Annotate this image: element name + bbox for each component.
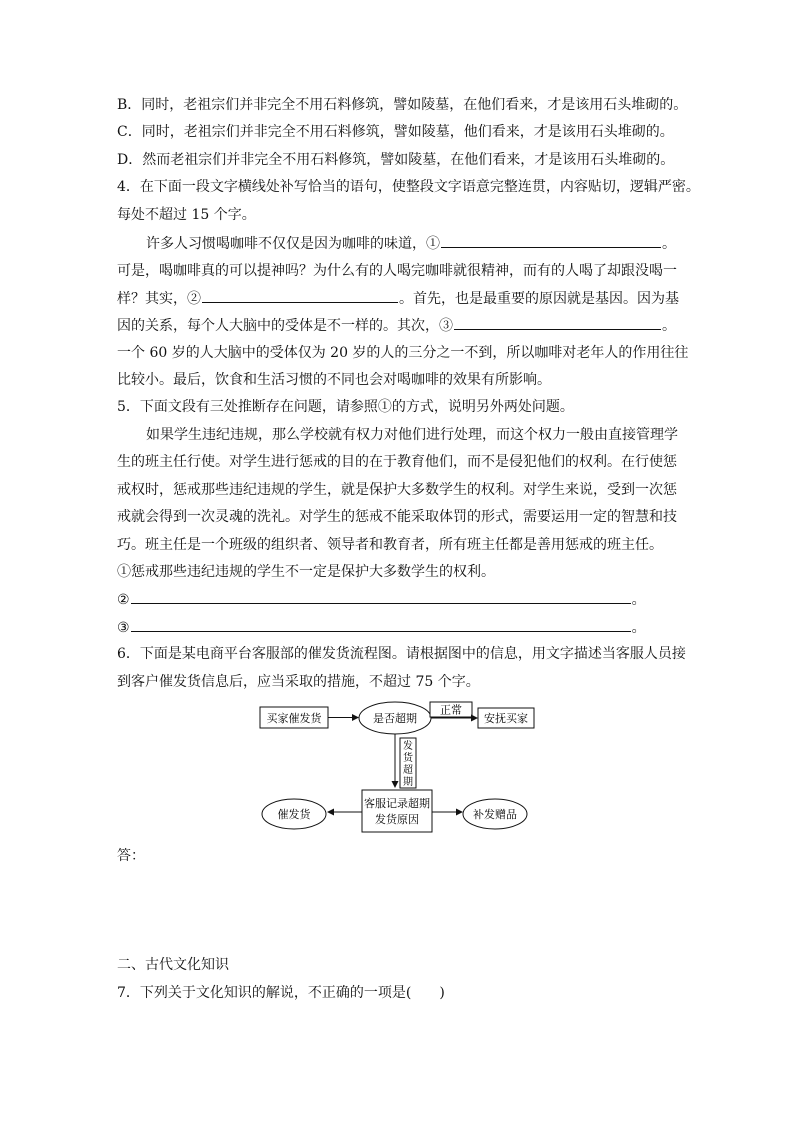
q5-paragraph-line: 巧。班主任是一个班级的组织者、领导者和教育者，所有班主任都是善用惩戒的班主任。 xyxy=(117,537,663,553)
q4-text: 。 xyxy=(662,236,676,252)
q4-paragraph-line xyxy=(117,288,679,309)
q6-stem-limit: 到客户催发货信息后，应当采取的措施，不超过 75 个字。 xyxy=(117,674,480,690)
q4-text: 。首先，也是最重要的原因就是基因。因为基 xyxy=(399,291,679,307)
send-gift-label: 补发赠品 xyxy=(473,808,517,821)
q5-answer-number: ② xyxy=(117,592,130,608)
answer-blank-3[interactable] xyxy=(454,315,661,330)
delivery-flowchart xyxy=(250,698,550,843)
record-reason-label: 发货原因 xyxy=(375,813,419,826)
buyer-urges-label: 买家催发货 xyxy=(266,712,322,725)
q4-text: 样？其实，② xyxy=(117,291,201,307)
q4-paragraph-line: 一个 60 岁的人大脑中的受体仅为 20 岁的人的三分之一不到，所以咖啡对老年人的作用往往 xyxy=(117,345,689,361)
answer-blank-q5-3[interactable] xyxy=(131,617,631,632)
delay-char: 货 xyxy=(403,753,413,764)
soothe-buyer-label: 安抚买家 xyxy=(484,712,528,725)
delay-char: 发 xyxy=(403,741,413,752)
q4-stem-limit: 每处不超过 15 个字。 xyxy=(117,207,256,223)
delay-char: 期 xyxy=(403,777,413,788)
q4-stem: 4．在下面一段文字横线处补写恰当的语句，使整段文字语意完整连贯，内容贴切，逻辑严密。 xyxy=(117,179,700,195)
answer-blank-1[interactable] xyxy=(441,233,661,248)
q5-answer-line-3 xyxy=(117,617,646,638)
urge-delivery-label: 催发货 xyxy=(277,808,311,821)
q4-text: 因的关系，每个人大脑中的受体是不一样的。其次，③ xyxy=(117,318,453,334)
section-heading: 二、古代文化知识 xyxy=(117,957,229,973)
q6-stem: 6．下面是某电商平台客服部的催发货流程图。请根据图中的信息，用文字描述当客服人员接 xyxy=(117,646,686,662)
q4-text: 。 xyxy=(662,318,676,334)
q5-paragraph-line: 戒就会得到一次灵魂的洗礼。对学生的惩戒不能采取体罚的形式，需要运用一定的智慧和技 xyxy=(117,509,677,525)
q4-paragraph-line xyxy=(117,315,676,336)
answer-label: 答： xyxy=(117,848,145,864)
delay-char: 超 xyxy=(403,765,413,776)
normal-label: 正常 xyxy=(440,703,462,717)
option-c: C．同时，老祖宗们并非完全不用石料修筑，譬如陵墓，他们看来，才是该用石头堆砌的。 xyxy=(117,124,674,140)
q4-paragraph-line: 可是，喝咖啡真的可以提神吗？为什么有的人喝完咖啡就很精神，而有的人喝了却跟没喝一 xyxy=(117,263,677,279)
q5-paragraph-line: 戒权时，惩戒那些违纪违规的学生，就是保护大多数学生的权利。对学生来说，受到一次惩 xyxy=(117,482,677,498)
q5-paragraph-line: 如果学生违纪违规，那么学校就有权力对他们进行处理，而这个权力一般由直接管理学 xyxy=(146,427,678,443)
q5-answer-line-2 xyxy=(117,589,646,610)
q4-paragraph-line: 比较小。最后，饮食和生活习惯的不同也会对喝咖啡的效果有所影响。 xyxy=(117,372,551,388)
record-reason-label: 客服记录超期 xyxy=(364,797,430,810)
option-b: B．同时，老祖宗们并非完全不用石料修筑，譬如陵墓，在他们看来，才是该用石头堆砌的。 xyxy=(117,97,688,113)
overdue-check-label: 是否超期 xyxy=(373,712,417,725)
q5-answer-number: ③ xyxy=(117,620,130,636)
q5-paragraph-line: 生的班主任行使。对学生进行惩戒的目的在于教育他们，而不是侵犯他们的权利。在行使惩 xyxy=(117,454,677,470)
answer-blank-q5-2[interactable] xyxy=(131,589,631,604)
q5-stem: 5．下面文段有三处推断存在问题，请参照①的方式，说明另外两处问题。 xyxy=(117,399,574,415)
q7-stem: 7．下列关于文化知识的解说，不正确的一项是( ) xyxy=(117,985,445,1001)
answer-blank-2[interactable] xyxy=(202,288,398,303)
q5-answer-end: 。 xyxy=(631,592,646,608)
q4-text: 许多人习惯喝咖啡不仅仅是因为咖啡的味道，① xyxy=(146,236,440,252)
q5-example: ①惩戒那些违纪违规的学生不一定是保护大多数学生的权利。 xyxy=(117,564,495,580)
q4-paragraph-line xyxy=(146,233,676,254)
option-d: D．然而老祖宗们并非完全不用石料修筑，譬如陵墓，在他们看来，才是该用石头堆砌的。 xyxy=(117,152,675,168)
q5-answer-end: 。 xyxy=(631,620,646,636)
